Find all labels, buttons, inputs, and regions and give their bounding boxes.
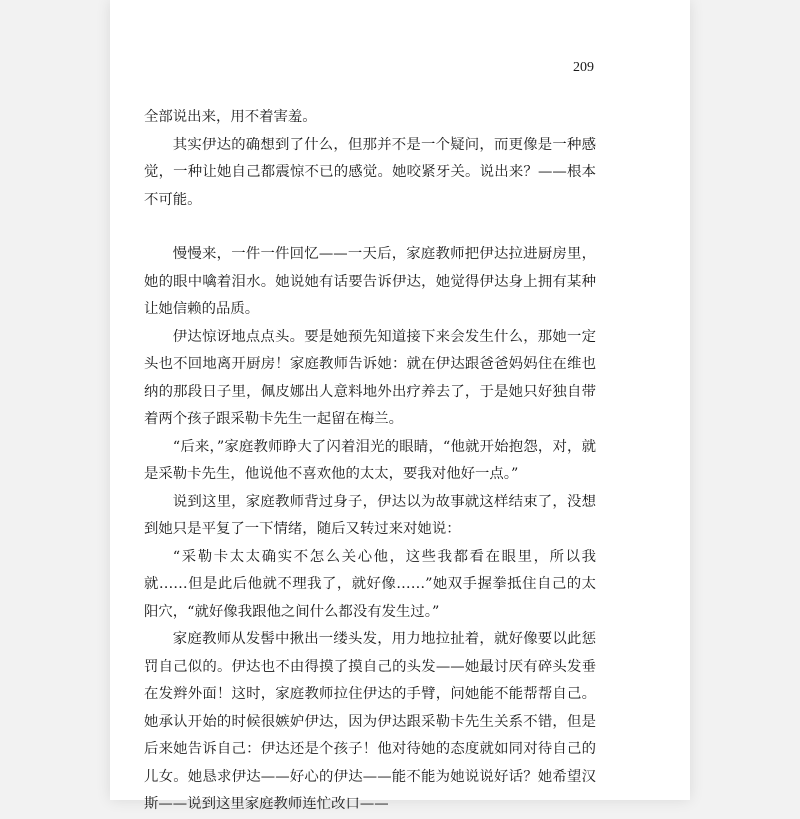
page-number: 209 [573, 60, 594, 75]
body-text [144, 104, 596, 819]
paragraph: 伊达惊讶地点点头。要是她预先知道接下来会发生什么，那她一定头也不回地离开厨房！家庭教师告诉她：就在伊达跟爸爸妈妈住在维也纳的那段日子里，佩皮娜出人意料地外出疗养去了，于是她只好独自带着两个孩子跟采勒卡先生一起留在梅兰。 [144, 328, 596, 427]
paragraph: 说到这里，家庭教师背过身子，伊达以为故事就这样结束了，没想到她只是平复了一下情绪，随后又转过来对她说： [144, 493, 596, 537]
paragraph: “采勒卡太太确实不怎么关心他，这些我都看在眼里，所以我就……但是此后他就不理我了，就好像……”她双手握拳抵住自己的太阳穴，“就好像我跟他之间什么都没有发生过。” [144, 548, 596, 620]
paragraph: 其实伊达的确想到了什么，但那并不是一个疑问，而更像是一种感觉，一种让她自己都震惊不已的感觉。她咬紧牙关。说出来？——根本不可能。 [144, 136, 596, 208]
paragraph: 家庭教师从发髻中揪出一缕头发，用力地拉扯着，就好像要以此惩罚自己似的。伊达也不由得摸了摸自己的头发——她最讨厌有碎头发垂在发辫外面！这时，家庭教师拉住伊达的手臂，问她能不能帮帮自己。她承认开始的时候很嫉妒伊达，因为伊达跟采勒卡先生关系不错，但是后来她告诉自己：伊达还是个孩子！他对待她的态度就如同对待自己的儿女。她恳求伊达——好心的伊达——能不能为她说说好话？她希望汉斯——说到这里家庭教师连忙改口—— [144, 631, 596, 812]
paragraph: “后来，”家庭教师睁大了闪着泪光的眼睛，“他就开始抱怨，对，就是采勒卡先生，他说他不喜欢他的太太，要我对他好一点。” [144, 438, 596, 482]
paragraph: 全部说出来，用不着害羞。 [144, 109, 317, 125]
paragraph: 慢慢来，一件一件回忆——一天后，家庭教师把伊达拉进厨房里，她的眼中噙着泪水。她说她有话要告诉伊达，她觉得伊达身上拥有某种让她信赖的品质。 [144, 246, 596, 317]
